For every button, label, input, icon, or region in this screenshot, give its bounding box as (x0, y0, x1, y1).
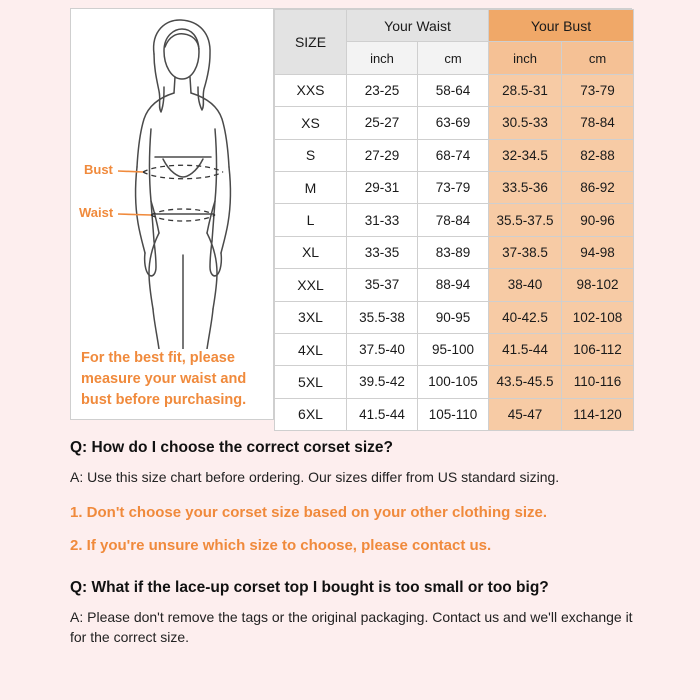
header-bust: Your Bust (489, 10, 634, 42)
cell-bust-inch: 32-34.5 (489, 139, 562, 171)
cell-size: 4XL (275, 333, 347, 365)
faq-tip-1: 1. Don't choose your corset size based on your other clothing size. (70, 504, 547, 522)
cell-size: XL (275, 236, 347, 268)
female-body-illustration (71, 9, 274, 349)
cell-waist-inch: 29-31 (347, 171, 418, 203)
cell-bust-cm: 94-98 (562, 236, 634, 268)
faq-question-2: Q: What if the lace-up corset top I bought is too small or too big? (70, 578, 549, 596)
cell-waist-inch: 23-25 (347, 74, 418, 106)
table-row (275, 74, 634, 106)
cell-waist-inch: 33-35 (347, 236, 418, 268)
cell-waist-cm: 88-94 (418, 269, 489, 301)
cell-bust-inch: 38-40 (489, 269, 562, 301)
cell-size: XXL (275, 269, 347, 301)
header-waist-cm: cm (418, 42, 489, 74)
table-row (275, 398, 634, 430)
header-size: SIZE (275, 10, 347, 75)
cell-bust-cm: 106-112 (562, 333, 634, 365)
cell-waist-cm: 68-74 (418, 139, 489, 171)
cell-bust-inch: 30.5-33 (489, 107, 562, 139)
header-waist-inch: inch (347, 42, 418, 74)
table-row (275, 301, 634, 333)
table-row (275, 204, 634, 236)
faq-section (70, 438, 636, 664)
cell-bust-inch: 35.5-37.5 (489, 204, 562, 236)
cell-bust-inch: 41.5-44 (489, 333, 562, 365)
cell-size: 5XL (275, 366, 347, 398)
body-figure-pane (71, 9, 274, 419)
header-bust-cm: cm (562, 42, 634, 74)
cell-waist-cm: 105-110 (418, 398, 489, 430)
faq-question-1: Q: How do I choose the correct corset size? (70, 439, 393, 456)
cell-waist-inch: 35.5-38 (347, 301, 418, 333)
table-row (275, 366, 634, 398)
table-row (275, 139, 634, 171)
fit-note: For the best fit, please measure your waist and bust before purchasing. (81, 349, 247, 408)
cell-waist-inch: 27-29 (347, 139, 418, 171)
cell-bust-cm: 98-102 (562, 269, 634, 301)
waist-label: Waist (79, 205, 114, 220)
cell-size: XXS (275, 74, 347, 106)
chart-panel (70, 8, 632, 423)
cell-waist-cm: 78-84 (418, 204, 489, 236)
cell-bust-cm: 73-79 (562, 74, 634, 106)
cell-bust-cm: 110-116 (562, 366, 634, 398)
cell-bust-cm: 82-88 (562, 139, 634, 171)
cell-waist-cm: 73-79 (418, 171, 489, 203)
cell-size: 3XL (275, 301, 347, 333)
size-chart-table (274, 9, 634, 431)
cell-waist-inch: 35-37 (347, 269, 418, 301)
cell-waist-cm: 83-89 (418, 236, 489, 268)
cell-waist-inch: 37.5-40 (347, 333, 418, 365)
cell-waist-inch: 41.5-44 (347, 398, 418, 430)
cell-bust-inch: 37-38.5 (489, 236, 562, 268)
table-header-row (275, 10, 634, 42)
cell-bust-inch: 40-42.5 (489, 301, 562, 333)
cell-bust-inch: 45-47 (489, 398, 562, 430)
bust-label: Bust (84, 162, 113, 177)
faq-spacer (70, 568, 636, 578)
faq-tip-2: 2. If you're unsure which size to choose, please contact us. (70, 536, 492, 554)
table-row (275, 171, 634, 203)
cell-waist-cm: 100-105 (418, 366, 489, 398)
cell-bust-cm: 78-84 (562, 107, 634, 139)
cell-waist-inch: 25-27 (347, 107, 418, 139)
cell-size: 6XL (275, 398, 347, 430)
cell-size: L (275, 204, 347, 236)
cell-bust-inch: 33.5-36 (489, 171, 562, 203)
cell-waist-cm: 95-100 (418, 333, 489, 365)
table-row (275, 107, 634, 139)
table-row (275, 236, 634, 268)
cell-bust-cm: 86-92 (562, 171, 634, 203)
faq-answer-2: A: Please don't remove the tags or the original packaging. Contact us and we'll exchange it for the correct size. (70, 609, 633, 646)
cell-size: M (275, 171, 347, 203)
cell-waist-cm: 63-69 (418, 107, 489, 139)
cell-bust-inch: 28.5-31 (489, 74, 562, 106)
cell-bust-cm: 90-96 (562, 204, 634, 236)
cell-bust-inch: 43.5-45.5 (489, 366, 562, 398)
header-bust-inch: inch (489, 42, 562, 74)
cell-waist-inch: 39.5-42 (347, 366, 418, 398)
cell-size: S (275, 139, 347, 171)
cell-size: XS (275, 107, 347, 139)
cell-bust-cm: 102-108 (562, 301, 634, 333)
cell-bust-cm: 114-120 (562, 398, 634, 430)
faq-answer-1: A: Use this size chart before ordering. Our sizes differ from US standard sizing. (70, 469, 560, 486)
cell-waist-inch: 31-33 (347, 204, 418, 236)
table-row (275, 269, 634, 301)
cell-waist-cm: 58-64 (418, 74, 489, 106)
header-waist: Your Waist (347, 10, 489, 42)
table-row (275, 333, 634, 365)
cell-waist-cm: 90-95 (418, 301, 489, 333)
